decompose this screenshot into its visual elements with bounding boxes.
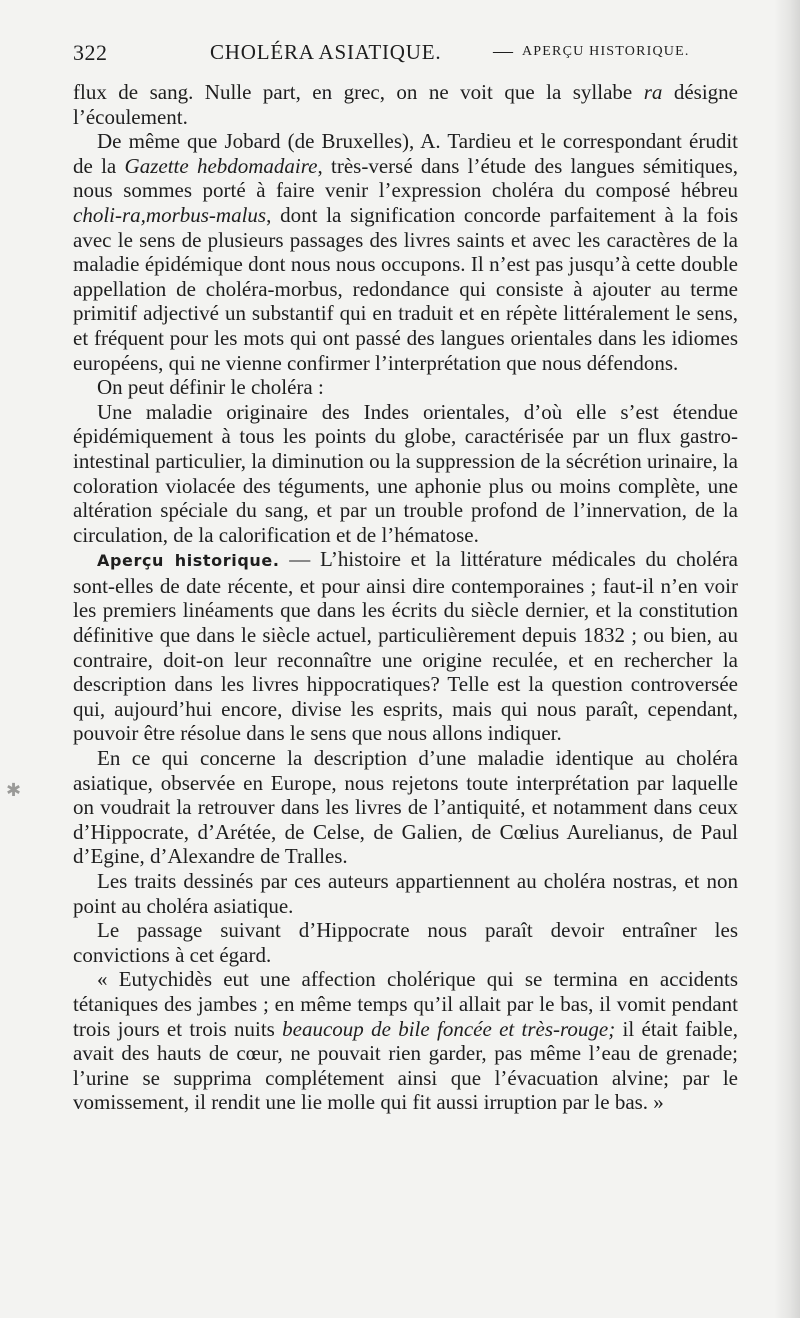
running-header: [73, 40, 741, 70]
paragraph-hippocrates-intro: Le passage suivant d’Hippocrate nous paraît devoir entraîner les convictions à cet égard.: [73, 918, 738, 967]
paragraph-definition: Une maladie originaire des Indes orientales, d’où elle s’est étendue épidémiquement à tous les points du globe, caractérisée par un flux gastro-intestinal particulier, la diminution ou la suppression de la sécrétion urinaire, la coloration violacée des téguments, une aphonie plus ou moins complète, une altération spéciale du sang, et par un trouble profond de l’innervation, de la circulation, de la calorification et de l’hématose.: [73, 399, 738, 547]
page-edge-shadow: [774, 0, 800, 1318]
running-title: CHOLÉRA ASIATIQUE.: [210, 40, 442, 64]
running-title-separator: —: [493, 40, 513, 62]
running-subtitle: APERÇU HISTORIQUE.: [522, 44, 690, 59]
paragraph-historical-overview: Aperçu historique. — L’histoire et la littérature médicales du choléra sont-elles de date récente, et pour ainsi dire contemporaines ; faut-il n’en voir les premiers linéaments que dans les écrits du siècle dernier, et la constitution définitive que dans le siècle actuel, particulièrement depuis 1832 ; ou bien, au contraire, doit-on leur reconnaître une origine reculée, et en rechercher la description dans les livres hippocratiques? Telle est la question controversée qui, aujourd’hui encore, divise les esprits, mais qui nous paraît, cependant, pouvoir être résolue dans le sens que nous allons indiquer.: [73, 547, 739, 746]
ink-blot-mark: ✱: [6, 780, 22, 801]
paragraph-ancient-description: En ce qui concerne la description d’une maladie identique au choléra asiatique, observée en Europe, nous rejetons toute interprétation par laquelle on voudrait la retrouver dans les livres de l’antiquité, et notamment dans ceux d’Hippocrate, d’Arétée, de Celse, de Galien, de Cœlius Aurelianus, de Paul d’Egine, d’Alexandre de Tralles.: [73, 746, 738, 869]
paragraph-definition-intro: On peut définir le choléra :: [97, 375, 324, 400]
paragraph-etymology: De même que Jobard (de Bruxelles), A. Tardieu et le correspondant érudit de la Gazette hebdomadaire, très-versé dans l’étude des langues sémitiques, nous sommes porté à faire venir l’expression choléra du composé hébreu choli-ra,morbus-malus, dont la signification concorde parfaitement à la fois avec le sens de plusieurs passages des livres saints et avec les caractères de la maladie épidémique dont nous nous occupons. Il n’est pas jusqu’à cette double appellation de choléra-morbus, redondance qui consiste à ajouter au terme primitif adjectivé un substantif qui en traduit et en répète littéralement le sens, et fréquent pour les mots qui ont passé des langues orientales dans les idiomes européens, qui ne vienne confirmer l’interprétation que nous défendons.: [73, 129, 739, 375]
paragraph-hippocrates-quote: « Eutychidès eut une affection cholérique qui se termina en accidents tétaniques des jambes ; en même temps qu’il allait par le bas, il vomit pendant trois jours et trois nuits beaucoup de bile foncée et très-rouge; il était faible, avait des hauts de cœur, ne pouvait rien garder, pas même l’eau de grenade; l’urine se supprima complétement ainsi que l’évacuation alvine; par le vomissement, il rendit une lie molle qui fit aussi irruption par le bas. »: [73, 967, 739, 1115]
body-text: [73, 80, 738, 1115]
paragraph-cholera-nostras: Les traits dessinés par ces auteurs appartiennent au choléra nostras, et non point au choléra asiatique.: [73, 869, 738, 918]
page-number: 322: [73, 40, 108, 65]
paragraph-continuation: flux de sang. Nulle part, en grec, on ne voit que la syllabe ra désigne l’écoulement.: [73, 80, 738, 129]
section-heading: Aperçu historique.: [97, 551, 280, 571]
